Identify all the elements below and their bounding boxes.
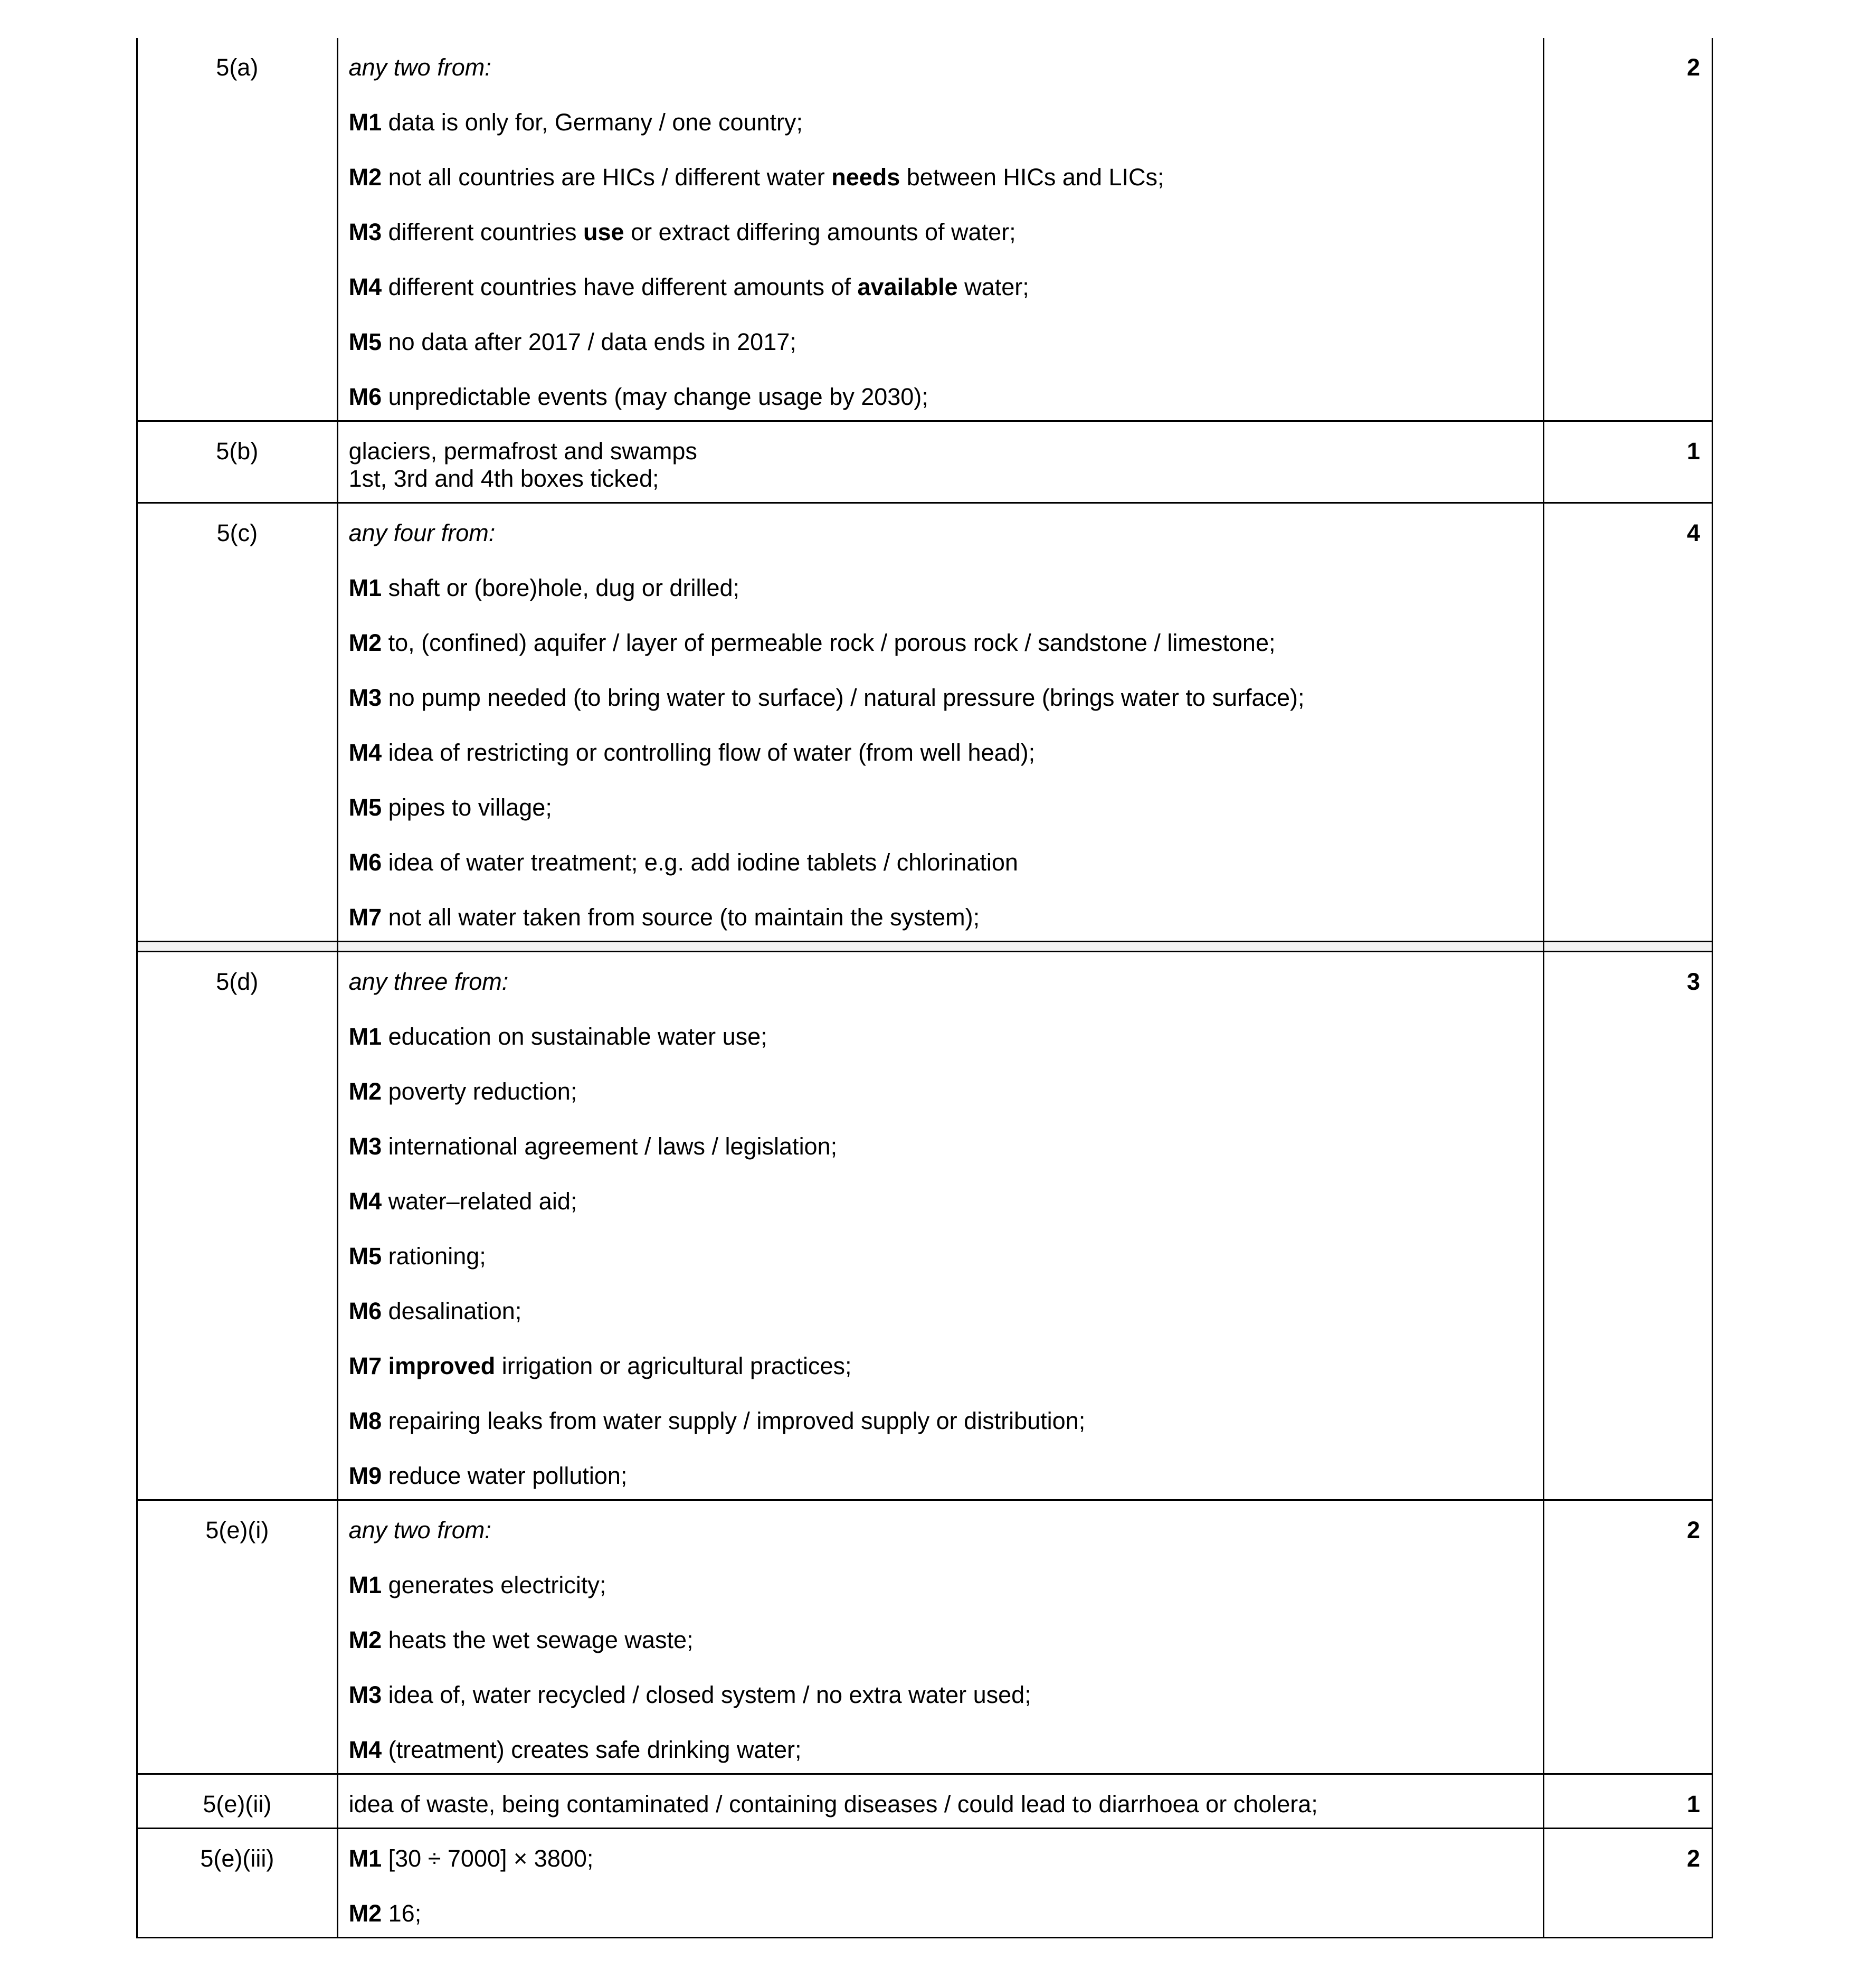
answer-intro: any four from: [348, 519, 496, 546]
point-text: international agreement / laws / legislation; [382, 1133, 838, 1160]
marking-point [349, 1298, 1532, 1325]
mark-code: M2 [348, 629, 382, 656]
point-text: 16; [382, 1900, 422, 1927]
answer-line: glaciers, permafrost and swamps [348, 438, 697, 465]
question-row [137, 38, 1713, 421]
answer-cell [337, 1774, 1543, 1829]
mark-code: M5 [348, 794, 382, 821]
marking-point [349, 1572, 1532, 1599]
point-text: no data after 2017 / data ends in 2017; [382, 328, 796, 355]
marks-value: 1 [1543, 421, 1712, 503]
answer-cell [337, 1500, 1543, 1774]
divider-cell [337, 942, 1543, 952]
mark-code: M2 [348, 1900, 382, 1927]
point-text [382, 1352, 388, 1379]
mark-code: M1 [348, 574, 382, 601]
marking-point [349, 1133, 1532, 1160]
point-text: different countries [382, 219, 584, 245]
marking-point [349, 574, 1532, 602]
point-text: generates electricity; [382, 1572, 606, 1598]
answer-intro: any two from: [348, 54, 491, 81]
marking-point [349, 1352, 1532, 1380]
point-text: not all countries are HICs / different water [382, 164, 832, 191]
answer-cell [337, 1829, 1543, 1938]
question-number: 5(d) [137, 952, 338, 1500]
point-text: unpredictable events (may change usage by 2030); [382, 383, 928, 410]
marking-point [349, 739, 1532, 766]
marking-point [349, 328, 1532, 356]
marks-value: 4 [1543, 503, 1712, 942]
marking-point [349, 1243, 1532, 1270]
mark-code: M7 [348, 904, 382, 931]
point-text: to, (confined) aquifer / layer of permeable rock / porous rock / sandstone / limestone; [382, 629, 1276, 656]
point-text: heats the wet sewage waste; [382, 1626, 694, 1653]
question-row [137, 1500, 1713, 1774]
mark-code: M3 [348, 1681, 382, 1708]
question-number: 5(e)(i) [137, 1500, 338, 1774]
mark-code: M4 [348, 739, 382, 766]
marking-point [349, 1188, 1532, 1215]
mark-code: M1 [348, 1845, 382, 1872]
marking-point [349, 794, 1532, 821]
answer-line: idea of waste, being contaminated / containing diseases / could lead to diarrhoea or cholera; [348, 1791, 1318, 1817]
marks-value: 3 [1543, 952, 1712, 1500]
page-break-divider [137, 942, 1713, 952]
point-text: idea of water treatment; e.g. add iodine tablets / chlorination [382, 849, 1018, 876]
point-text: education on sustainable water use; [382, 1023, 767, 1050]
mark-code: M2 [348, 164, 382, 191]
question-row [137, 503, 1713, 942]
marking-point [349, 383, 1532, 411]
marking-point [349, 1407, 1532, 1435]
point-text: water–related aid; [382, 1188, 577, 1215]
marking-point [349, 1681, 1532, 1709]
emphasis-text: needs [831, 164, 900, 191]
answer-cell [337, 38, 1543, 421]
answer-line: 1st, 3rd and 4th boxes ticked; [348, 465, 659, 492]
question-number: 5(a) [137, 38, 338, 421]
emphasis-text: available [857, 273, 958, 300]
marking-point [349, 684, 1532, 712]
mark-code: M8 [348, 1407, 382, 1434]
mark-code: M4 [348, 1188, 382, 1215]
answer-cell [337, 952, 1543, 1500]
marks-value: 2 [1543, 1500, 1712, 1774]
question-row [137, 1774, 1713, 1829]
marking-point [349, 109, 1532, 136]
point-text: reduce water pollution; [382, 1462, 628, 1489]
marking-point [349, 219, 1532, 246]
point-text: poverty reduction; [382, 1078, 577, 1105]
mark-code: M3 [348, 219, 382, 245]
marking-point [349, 849, 1532, 876]
divider-cell [137, 942, 338, 952]
point-text: rationing; [382, 1243, 486, 1270]
point-text: data is only for, Germany / one country; [382, 109, 803, 136]
marks-value: 2 [1543, 1829, 1712, 1938]
point-text: no pump needed (to bring water to surface) / natural pressure (brings water to surface); [382, 684, 1305, 711]
point-text: [30 ÷ 7000] × 3800; [382, 1845, 594, 1872]
point-text: not all water taken from source (to maintain the system); [382, 904, 980, 931]
point-text: shaft or (bore)hole, dug or drilled; [382, 574, 739, 601]
marking-point [349, 1900, 1532, 1927]
question-number: 5(e)(iii) [137, 1829, 338, 1938]
mark-scheme-body [137, 38, 1713, 1938]
mark-code: M2 [348, 1626, 382, 1653]
answer-cell [337, 503, 1543, 942]
marking-point [349, 1626, 1532, 1654]
marking-point [349, 629, 1532, 657]
point-text: between HICs and LICs; [900, 164, 1164, 191]
emphasis-text: use [583, 219, 624, 245]
question-row [137, 421, 1713, 503]
mark-code: M5 [348, 328, 382, 355]
marks-value: 1 [1543, 1774, 1712, 1829]
mark-code: M1 [348, 1572, 382, 1598]
point-text: idea of, water recycled / closed system / no extra water used; [382, 1681, 1031, 1708]
question-row [137, 1829, 1713, 1938]
marking-point [349, 164, 1532, 191]
mark-code: M9 [348, 1462, 382, 1489]
marking-point [349, 1845, 1532, 1872]
answer-intro: any two from: [348, 1517, 491, 1544]
marking-point [349, 1078, 1532, 1105]
mark-code: M2 [348, 1078, 382, 1105]
question-number: 5(e)(ii) [137, 1774, 338, 1829]
marking-point [349, 273, 1532, 301]
point-text: repairing leaks from water supply / improved supply or distribution; [382, 1407, 1086, 1434]
mark-code: M3 [348, 1133, 382, 1160]
mark-code: M6 [348, 1298, 382, 1324]
point-text: irrigation or agricultural practices; [495, 1352, 852, 1379]
point-text: idea of restricting or controlling flow of water (from well head); [382, 739, 1036, 766]
marking-point [349, 1023, 1532, 1050]
mark-code: M6 [348, 849, 382, 876]
mark-code: M1 [348, 1023, 382, 1050]
question-row [137, 952, 1713, 1500]
point-text: (treatment) creates safe drinking water; [382, 1736, 802, 1763]
mark-code: M7 [348, 1352, 382, 1379]
point-text: water; [957, 273, 1029, 300]
marking-point [349, 904, 1532, 931]
mark-code: M1 [348, 109, 382, 136]
mark-code: M6 [348, 383, 382, 410]
marking-point [349, 1736, 1532, 1764]
question-number: 5(b) [137, 421, 338, 503]
emphasis-text: improved [388, 1352, 496, 1379]
point-text: desalination; [382, 1298, 522, 1324]
answer-intro: any three from: [348, 968, 509, 995]
question-number: 5(c) [137, 503, 338, 942]
point-text: different countries have different amounts of [382, 273, 858, 300]
mark-code: M4 [348, 1736, 382, 1763]
divider-cell [1543, 942, 1712, 952]
mark-code: M4 [348, 273, 382, 300]
marks-value: 2 [1543, 38, 1712, 421]
mark-scheme-table [136, 38, 1713, 1938]
marking-point [349, 1462, 1532, 1490]
answer-cell [337, 421, 1543, 503]
mark-code: M3 [348, 684, 382, 711]
mark-code: M5 [348, 1243, 382, 1270]
point-text: or extract differing amounts of water; [624, 219, 1016, 245]
point-text: pipes to village; [382, 794, 552, 821]
